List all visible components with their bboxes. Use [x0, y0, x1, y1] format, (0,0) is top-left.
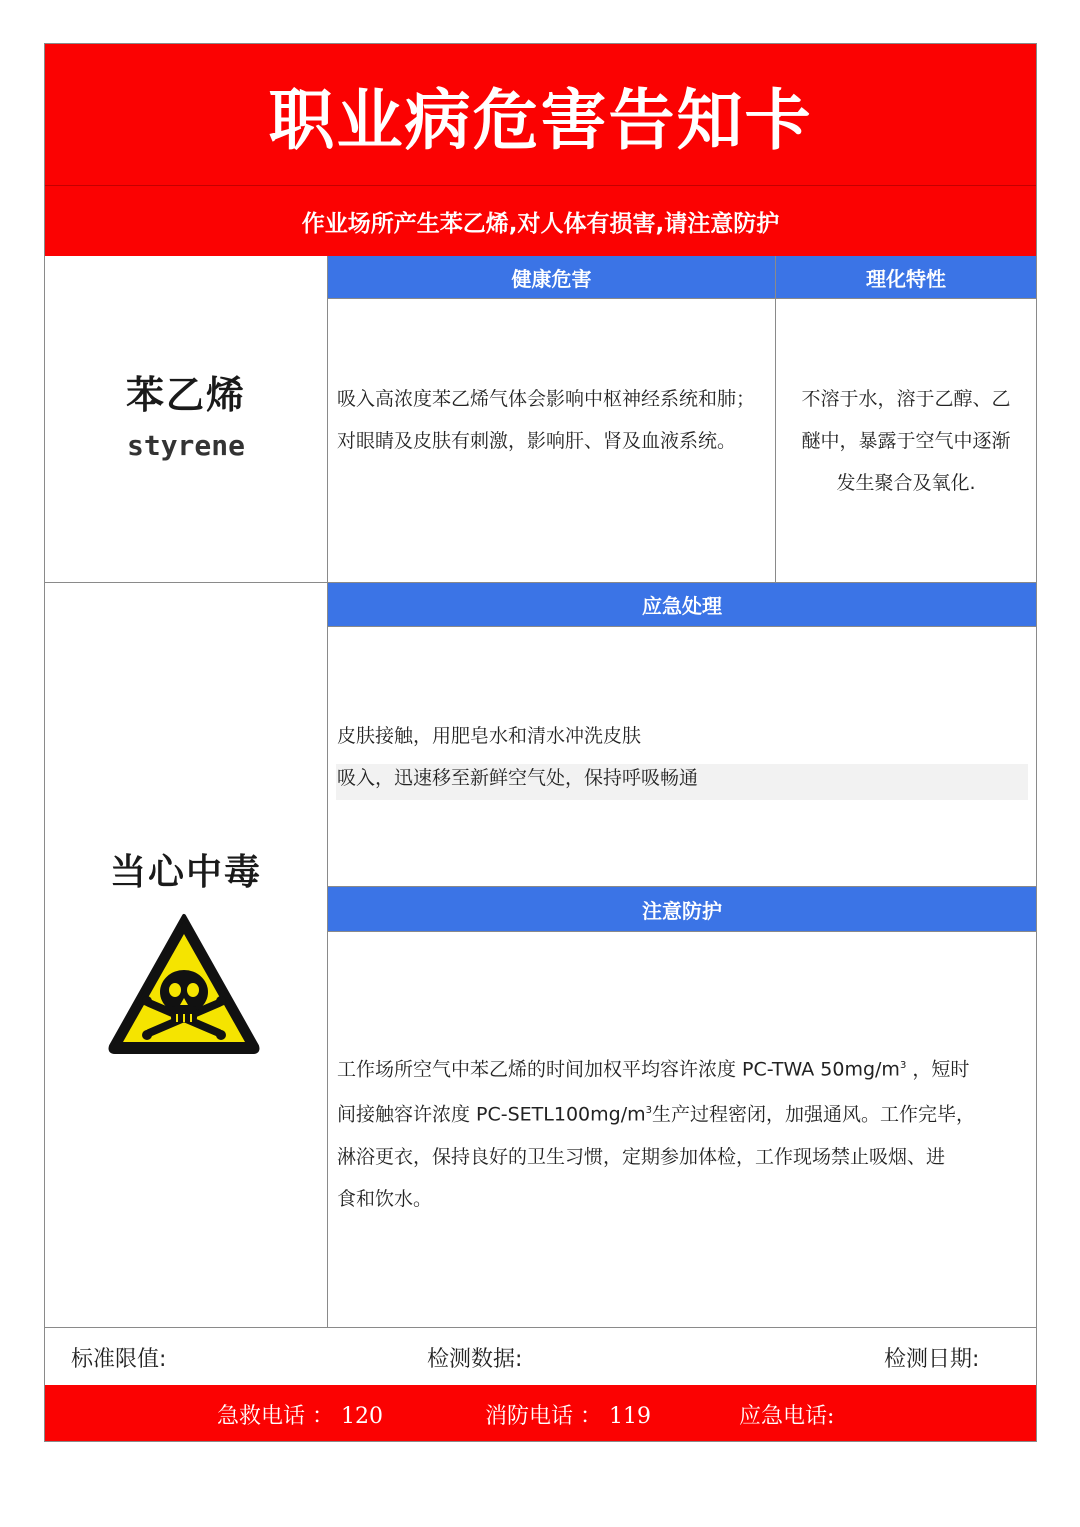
physchem-line: 不溶于水，溶于乙醇、乙 — [801, 388, 1011, 410]
emergency-header: 应急处理 — [328, 583, 1036, 626]
protection-text — [337, 1045, 1029, 1220]
substance-name-cn: 苯乙烯 — [125, 373, 246, 417]
standard-limit-label: 标准限值: — [71, 1347, 167, 1372]
hazard-notice-card — [44, 43, 1037, 1442]
row-divider-3 — [45, 1327, 1036, 1328]
protection-line: 食和饮水。 — [337, 1187, 433, 1210]
header-underline-1 — [327, 298, 1036, 299]
test-data-label: 检测数据: — [427, 1347, 523, 1372]
emergency-line: 吸入，迅速移至新鲜空气处，保持呼吸畅通 — [337, 767, 699, 789]
protection-line: 工作场所空气中苯乙烯的时间加权平均容许浓度 PC-TWA $50mg/m^3$ ，短时 — [337, 1058, 970, 1081]
emergency-phone-bar — [45, 1385, 1036, 1441]
physchem-line: 醚中，暴露于空气中逐渐 — [801, 430, 1011, 452]
substance-name-en: styrene — [126, 429, 245, 462]
first-aid-phone: 急救电话 ： 120 — [217, 1404, 383, 1429]
header-underline-2 — [327, 626, 1036, 627]
card-title: 职业病危害告知卡 — [45, 44, 1036, 185]
danger-label: 当心中毒 — [109, 852, 262, 893]
emergency-phone: 应急电话: — [739, 1404, 835, 1429]
poison-skull-triangle-icon — [107, 910, 261, 1058]
header-underline-3 — [327, 931, 1036, 932]
emergency-text — [337, 715, 1027, 799]
test-date-label: 检测日期: — [884, 1347, 980, 1372]
fire-phone: 消防电话 ： 119 — [485, 1404, 651, 1429]
physchem-text — [781, 378, 1031, 504]
health-hazard-text: 吸入高浓度苯乙烯气体会影响中枢神经系统和肺；对眼睛及皮肤有刺激，影响肝、肾及血液系统。 — [337, 388, 756, 452]
physchem-header: 理化特性 — [776, 256, 1036, 298]
health-hazard-header: 健康危害 — [328, 256, 775, 298]
protection-line: 间接触容许浓度 $PC-SETL100mg/m^3$生产过程密闭，加强通风。工作完毕， — [337, 1103, 976, 1126]
protection-line: 淋浴更衣，保持良好的卫生习惯，定期参加体检，工作现场禁止吸烟、进 — [337, 1145, 946, 1168]
left-column-divider — [327, 256, 328, 1327]
health-physchem-divider — [775, 256, 776, 582]
emergency-line: 皮肤接触，用肥皂水和清水冲洗皮肤 — [337, 725, 642, 747]
physchem-line: 发生聚合及氧化. — [836, 472, 976, 494]
protection-header: 注意防护 — [328, 887, 1036, 931]
warning-banner: 作业场所产生苯乙烯,对人体有损害,请注意防护 — [45, 185, 1036, 256]
